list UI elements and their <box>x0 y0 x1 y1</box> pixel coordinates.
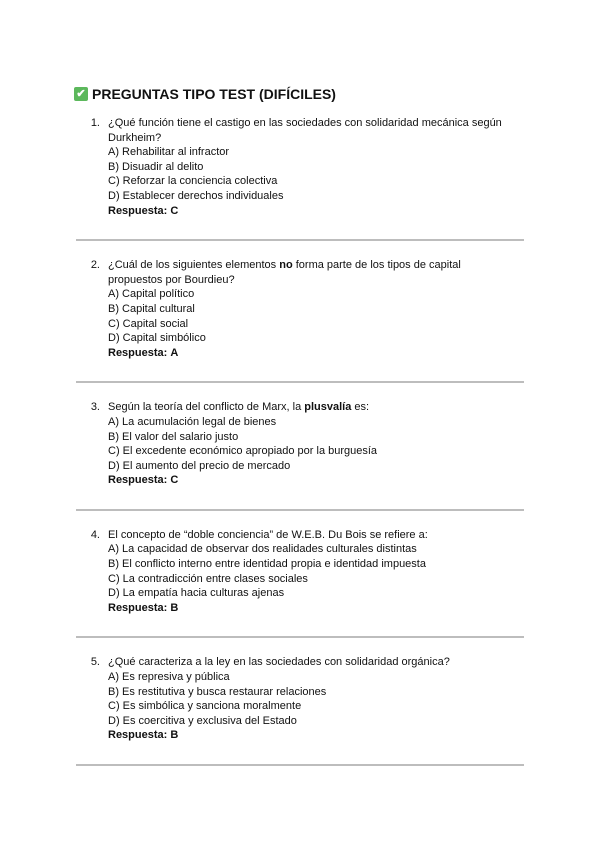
divider <box>76 381 524 383</box>
option: D) El aumento del precio de mercado <box>108 459 291 472</box>
option: C) La contradicción entre clases sociales <box>108 572 308 585</box>
answer: Respuesta: A <box>108 346 179 359</box>
answer: Respuesta: B <box>108 601 179 614</box>
divider <box>76 509 524 511</box>
option: B) Capital cultural <box>108 302 195 315</box>
option: A) Es represiva y pública <box>108 671 230 684</box>
answer-value: C <box>170 204 179 217</box>
question-item <box>76 258 524 360</box>
option: A) Rehabilitar al infractor <box>108 146 230 159</box>
question-number: 4. <box>90 528 100 541</box>
divider <box>76 764 524 766</box>
question-item <box>76 116 524 218</box>
question-number: 5. <box>90 656 100 669</box>
option: A) La capacidad de observar dos realidades culturales distintas <box>108 543 417 556</box>
answer: Respuesta: C <box>108 204 179 217</box>
question-item <box>76 655 524 743</box>
option: B) El conflicto interno entre identidad propia e identidad impuesta <box>108 558 426 571</box>
option: A) La acumulación legal de bienes <box>108 415 277 428</box>
answer: Respuesta: C <box>108 474 179 487</box>
question-number: 3. <box>90 401 100 414</box>
option: D) Capital simbólico <box>108 332 206 345</box>
question-number: 2. <box>90 259 100 272</box>
question-text: Según la teoría del conflicto de Marx, la plusvalía es: <box>108 401 370 414</box>
option: C) Capital social <box>108 317 189 330</box>
question-list <box>76 116 524 783</box>
question-number: 1. <box>90 117 100 129</box>
option: B) El valor del salario justo <box>108 430 239 443</box>
emphasis: no <box>279 259 293 272</box>
answer: Respuesta: B <box>108 729 179 742</box>
option: D) Establecer derechos individuales <box>108 189 284 202</box>
divider <box>76 239 524 241</box>
question-text: ¿Qué caracteriza a la ley en las sociedades con solidaridad orgánica? <box>108 656 450 669</box>
question-item <box>76 528 524 616</box>
option: C) Es simbólica y sanciona moralmente <box>108 700 302 713</box>
check-mark-button-icon: ✔ <box>74 87 88 101</box>
option: B) Es restitutiva y busca restaurar relaciones <box>108 685 327 698</box>
question-item <box>76 400 524 488</box>
option: C) Reforzar la conciencia colectiva <box>108 175 278 188</box>
answer-value: B <box>170 601 179 614</box>
option: D) La empatía hacia culturas ajenas <box>108 587 285 600</box>
question-text: ¿Cuál de los siguientes elementos no forma parte de los tipos de capital propuestos por Bourdieu? <box>108 259 461 286</box>
question-text: ¿Qué función tiene el castigo en las sociedades con solidaridad mecánica según Durkheim? <box>108 117 502 144</box>
answer-value: A <box>170 346 179 359</box>
option: B) Disuadir al delito <box>108 160 204 173</box>
emphasis: plusvalía <box>304 401 352 414</box>
page-title <box>74 86 336 102</box>
option: D) Es coercitiva y exclusiva del Estado <box>108 714 297 727</box>
page-title-text: PREGUNTAS TIPO TEST (DIFÍCILES) <box>92 86 336 102</box>
answer-value: C <box>170 474 179 487</box>
answer-value: B <box>170 729 179 742</box>
option: C) El excedente económico apropiado por la burguesía <box>108 445 378 458</box>
question-text: El concepto de “doble conciencia” de W.E.B. Du Bois se refiere a: <box>108 528 428 541</box>
option: A) Capital político <box>108 288 195 301</box>
divider <box>76 636 524 638</box>
